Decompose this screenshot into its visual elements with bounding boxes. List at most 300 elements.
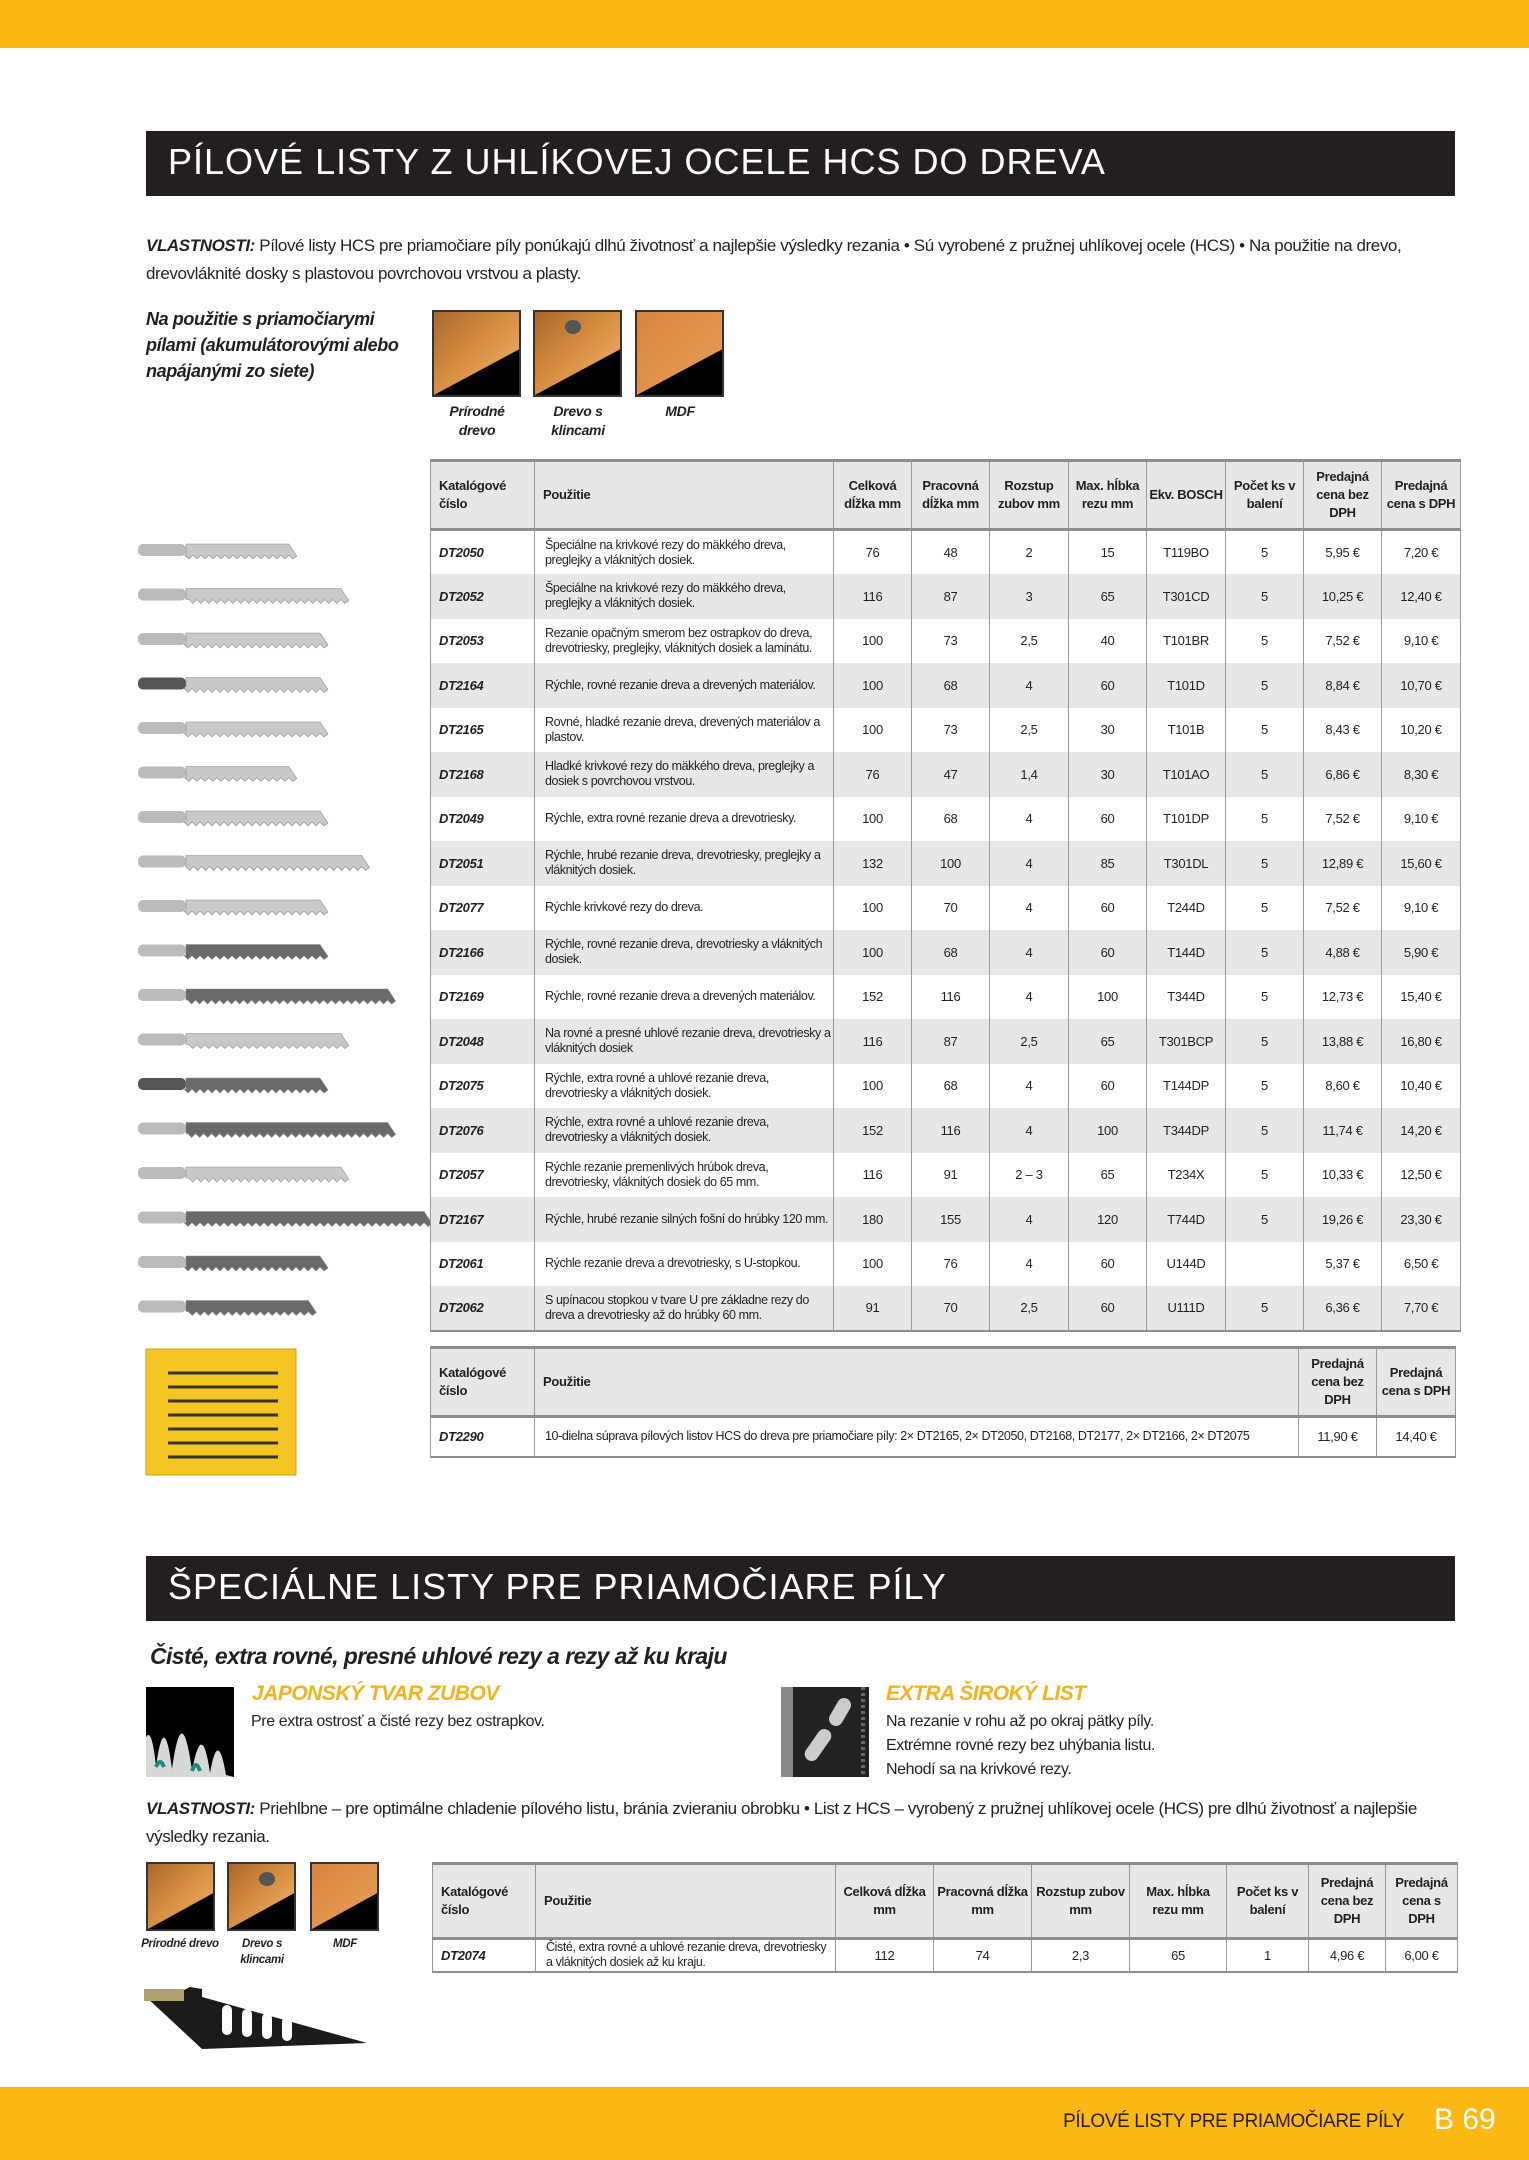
usage-description: Špeciálne na krivkové rezy do mäkkého dreva, preglejky a vláknitých dosiek. — [535, 530, 834, 575]
blade-shank — [138, 1078, 186, 1090]
cell-value: U111D — [1147, 1286, 1226, 1331]
column-header: Predajná cena s DPH — [1386, 1864, 1458, 1939]
cell-value: 85 — [1069, 841, 1147, 886]
blade-images — [138, 528, 430, 1330]
cell-value: 5 — [1226, 752, 1304, 797]
blade-body — [184, 811, 328, 826]
natural-wood-image — [146, 1862, 215, 1931]
cell-value: 2,5 — [990, 619, 1069, 664]
blade-body — [186, 989, 396, 1004]
cell-value: 4 — [990, 797, 1069, 842]
saw-blade-icon — [138, 722, 328, 737]
cell-value: 4 — [990, 1242, 1069, 1287]
table-row — [431, 886, 1461, 931]
cell-value: 91 — [834, 1286, 912, 1331]
properties-body: Priehlbne – pre optimálne chladenie pílového listu, bránia zvieraniu obrobku • List z HCS – vyrobený z pružnej uhlíkovej ocele (HCS) pre dlhú životnosť a najlepšie výsledky rezania. — [146, 1799, 1417, 1846]
saw-blade-icon — [138, 1167, 349, 1182]
saw-blade-icon — [138, 678, 328, 693]
cell-value: 7,20 € — [1382, 530, 1461, 575]
catalog-number: DT2076 — [431, 1108, 535, 1153]
column-header: Predajná cena s DPH — [1382, 461, 1461, 530]
saw-blade-icon — [138, 1078, 328, 1093]
blade-shank — [138, 1034, 186, 1046]
saw-blade-icon — [138, 1301, 316, 1316]
cell-value: 4,96 € — [1309, 1939, 1386, 1972]
cell-value: 60 — [1069, 1286, 1147, 1331]
cell-value: 152 — [834, 1108, 912, 1153]
catalog-number: DT2053 — [431, 619, 535, 664]
table-row — [431, 975, 1461, 1020]
cell-value: 4 — [990, 886, 1069, 931]
saw-blade-icon — [138, 1256, 328, 1271]
blade-shank — [138, 544, 186, 556]
cell-value: 155 — [912, 1197, 990, 1242]
column-header: Katalógové číslo — [431, 1347, 535, 1416]
cell-value: 10,40 € — [1382, 1064, 1461, 1109]
page-number: B 69 — [1434, 2103, 1496, 2136]
cell-value: T234X — [1147, 1153, 1226, 1198]
cell-value: 68 — [912, 663, 990, 708]
cell-value: 4 — [990, 930, 1069, 975]
catalog-number: DT2052 — [431, 574, 535, 619]
material-label: Prírodné drevo — [141, 1938, 219, 1950]
column-header: Katalógové číslo — [431, 461, 535, 530]
column-header: Predajná cena s DPH — [1377, 1347, 1456, 1416]
cell-value: 76 — [834, 752, 912, 797]
usage-description: Rýchle, rovné rezanie dreva a drevených materiálov. — [535, 663, 834, 708]
saw-blade-icon — [138, 856, 370, 871]
catalog-number: DT2167 — [431, 1197, 535, 1242]
usage-description: Rýchle krivkové rezy do dreva. — [535, 886, 834, 931]
cell-value: 5 — [1226, 975, 1304, 1020]
table-stack — [430, 459, 1455, 1458]
feature-heading: JAPONSKÝ TVAR ZUBOV — [252, 1682, 499, 1705]
cell-value: 70 — [912, 1286, 990, 1331]
feature-text: Pre extra ostrosť a čisté rezy bez ostrapkov. — [251, 1713, 545, 1730]
footer-bar — [0, 2087, 1529, 2160]
cell-value: 14,20 € — [1382, 1108, 1461, 1153]
catalog-number: DT2049 — [431, 797, 535, 842]
usage-description: Rýchle, extra rovné a uhlové rezanie dreva, drevotriesky a vláknitých dosiek. — [535, 1064, 834, 1109]
properties-text — [146, 232, 1461, 288]
wide-blade-image — [781, 1687, 869, 1777]
cell-value: 5 — [1226, 841, 1304, 886]
cell-value: 5 — [1226, 1197, 1304, 1242]
cell-value: 116 — [834, 1019, 912, 1064]
cell-value: 5 — [1226, 574, 1304, 619]
cell-value — [1226, 1242, 1304, 1287]
saw-blade-icon — [138, 633, 328, 648]
cell-value: 60 — [1069, 663, 1147, 708]
saw-blade-icon — [138, 767, 297, 782]
cell-value: 14,40 € — [1377, 1416, 1456, 1457]
cell-value: 100 — [834, 708, 912, 753]
cell-value: 2,5 — [990, 1019, 1069, 1064]
catalog-number: DT2075 — [431, 1064, 535, 1109]
cell-value: 60 — [1069, 886, 1147, 931]
table-row — [431, 1286, 1461, 1331]
material-label: MDF — [665, 403, 695, 419]
catalog-number: DT2050 — [431, 530, 535, 575]
blade-shank — [138, 989, 186, 1001]
cell-value: 47 — [912, 752, 990, 797]
blade-body — [186, 1301, 316, 1316]
section-subtitle: Čisté, extra rovné, presné uhlové rezy a rezy až ku kraju — [150, 1643, 727, 1669]
table-row — [431, 574, 1461, 619]
blade-body — [184, 1212, 430, 1227]
usage-description: Rýchle, rovné rezanie dreva, drevotriesky a vláknitých dosiek. — [535, 930, 834, 975]
saw-blade-icon — [138, 589, 349, 604]
cell-value: 65 — [1069, 574, 1147, 619]
cell-value: T344D — [1147, 975, 1226, 1020]
catalog-number: DT2164 — [431, 663, 535, 708]
cell-value: 73 — [912, 619, 990, 664]
blade-shank — [138, 1301, 186, 1313]
catalog-number: DT2057 — [431, 1153, 535, 1198]
blade-body — [184, 678, 328, 693]
cell-value: 7,52 € — [1304, 619, 1382, 664]
cell-value: 9,10 € — [1382, 619, 1461, 664]
blade-body — [184, 945, 328, 960]
cell-value: 5 — [1226, 1286, 1304, 1331]
cell-value: 8,84 € — [1304, 663, 1382, 708]
cell-value: 9,10 € — [1382, 797, 1461, 842]
column-header: Ekv. BOSCH — [1147, 461, 1226, 530]
usage-description: Rýchle, hrubé rezanie dreva, drevotriesky, preglejky a vláknitých dosiek. — [535, 841, 834, 886]
blade-shank — [138, 945, 186, 957]
cell-value: 23,30 € — [1382, 1197, 1461, 1242]
catalog-number: DT2062 — [431, 1286, 535, 1331]
cell-value: 5 — [1226, 886, 1304, 931]
cell-value: 1 — [1227, 1939, 1309, 1972]
mdf-image — [310, 1862, 379, 1931]
column-header: Použitie — [536, 1864, 836, 1939]
cell-value: 48 — [912, 530, 990, 575]
cell-value: 12,40 € — [1382, 574, 1461, 619]
cell-value: 4 — [990, 841, 1069, 886]
usage-description: Čisté, extra rovné a uhlové rezanie dreva, drevotriesky a vláknitých dosiek až ku kraju. — [536, 1939, 836, 1972]
cell-value: T119BO — [1147, 530, 1226, 575]
cell-value: 4 — [990, 663, 1069, 708]
cell-value: 5 — [1226, 930, 1304, 975]
usage-note: Na použitie s priamočiarymi pílami (akumulátorovými alebo napájanými zo siete) — [146, 309, 399, 381]
blade-shank — [138, 1123, 186, 1135]
cell-value: 6,00 € — [1386, 1939, 1458, 1972]
cell-value: T101B — [1147, 708, 1226, 753]
table-row — [431, 1064, 1461, 1109]
saw-blade-icon — [138, 1034, 349, 1049]
cell-value: 60 — [1069, 1242, 1147, 1287]
cell-value: 8,43 € — [1304, 708, 1382, 753]
footer-section-name: PÍLOVÉ LISTY PRE PRIAMOČIARE PÍLY — [1063, 2111, 1404, 2132]
cell-value: 10,33 € — [1304, 1153, 1382, 1198]
table-row — [431, 1108, 1461, 1153]
blade-body — [186, 1123, 396, 1138]
table-row — [431, 797, 1461, 842]
section-title: ŠPECIÁLNE LISTY PRE PRIAMOČIARE PÍLY — [146, 1556, 1455, 1621]
properties-body: Pílové listy HCS pre priamočiare píly ponúkajú dlhú životnosť a najlepšie výsledky rezania • Sú vyrobené z pružnej uhlíkovej ocele (HCS) • Na použitie na drevo, drevovláknité dosky s plastovou povrchovou vrstvou a plasty. — [146, 236, 1402, 283]
cell-value: 3 — [990, 574, 1069, 619]
cell-value: 19,26 € — [1304, 1197, 1382, 1242]
catalog-number: DT2074 — [433, 1939, 536, 1972]
column-header: Max. hĺbka rezu mm — [1130, 1864, 1227, 1939]
cell-value: 8,60 € — [1304, 1064, 1382, 1109]
cell-value: 12,89 € — [1304, 841, 1382, 886]
cell-value: 87 — [912, 1019, 990, 1064]
usage-description: Rýchle, extra rovné a uhlové rezanie dreva, drevotriesky a vláknitých dosiek. — [535, 1108, 834, 1153]
table-row — [431, 1416, 1456, 1457]
cell-value: 5 — [1226, 663, 1304, 708]
usage-description: Rýchle, hrubé rezanie silných fošní do hrúbky 120 mm. — [535, 1197, 834, 1242]
table-row — [431, 708, 1461, 753]
cell-value: 100 — [834, 1242, 912, 1287]
cell-value: 112 — [836, 1939, 934, 1972]
cell-value: 30 — [1069, 708, 1147, 753]
column-header: Pracovná dĺžka mm — [912, 461, 990, 530]
cell-value: 5 — [1226, 1153, 1304, 1198]
blade-body — [184, 1078, 328, 1093]
cell-value: T101DP — [1147, 797, 1226, 842]
cell-value: 2,5 — [990, 708, 1069, 753]
column-header: Použitie — [535, 461, 834, 530]
cell-value: 12,73 € — [1304, 975, 1382, 1020]
column-header: Celková dĺžka mm — [834, 461, 912, 530]
blade-shank — [138, 678, 186, 690]
cell-value: 100 — [834, 619, 912, 664]
cell-value: 5,90 € — [1382, 930, 1461, 975]
blade-spec-table — [430, 459, 1461, 1332]
cell-value: 11,74 € — [1304, 1108, 1382, 1153]
column-header: Predajná cena bez DPH — [1299, 1347, 1377, 1416]
cell-value: T301BCP — [1147, 1019, 1226, 1064]
natural-wood-image — [432, 310, 521, 397]
cell-value: 2,5 — [990, 1286, 1069, 1331]
cell-value: T301DL — [1147, 841, 1226, 886]
cell-value: T344DP — [1147, 1108, 1226, 1153]
table-row — [431, 663, 1461, 708]
catalog-number: DT2169 — [431, 975, 535, 1020]
usage-description: Na rovné a presné uhlové rezanie dreva, drevotriesky a vláknitých dosiek — [535, 1019, 834, 1064]
blade-body — [184, 1256, 328, 1271]
cell-value: 116 — [912, 1108, 990, 1153]
blade-shank — [138, 1256, 186, 1268]
catalog-number: DT2048 — [431, 1019, 535, 1064]
top-brand-bar — [0, 0, 1529, 48]
table-row — [431, 752, 1461, 797]
column-header: Max. hĺbka rezu mm — [1069, 461, 1147, 530]
properties-label: VLASTNOSTI: — [146, 236, 255, 255]
column-header: Katalógové číslo — [433, 1864, 536, 1939]
catalog-number: DT2166 — [431, 930, 535, 975]
japanese-teeth-image — [146, 1687, 234, 1777]
blade-set-package-image — [138, 1343, 304, 1481]
blade-body — [185, 544, 297, 559]
table-row — [431, 930, 1461, 975]
saw-blade-icon — [138, 945, 328, 960]
cell-value: U144D — [1147, 1242, 1226, 1287]
cell-value: 152 — [834, 975, 912, 1020]
cell-value: 116 — [834, 1153, 912, 1198]
properties-label: VLASTNOSTI: — [146, 1799, 255, 1818]
cell-value: 65 — [1069, 1019, 1147, 1064]
usage-description: Rýchle, rovné rezanie dreva a drevených materiálov. — [535, 975, 834, 1020]
cell-value: 4,88 € — [1304, 930, 1382, 975]
table-row — [431, 530, 1461, 575]
blade-shank — [138, 722, 186, 734]
cell-value: 132 — [834, 841, 912, 886]
cell-value: 7,70 € — [1382, 1286, 1461, 1331]
cell-value: 4 — [990, 1197, 1069, 1242]
usage-description: Rovné, hladké rezanie dreva, drevených materiálov a plastov. — [535, 708, 834, 753]
cell-value: 30 — [1069, 752, 1147, 797]
usage-description: Rýchle rezanie premenlivých hrúbok dreva, drevotriesky, vláknitých dosiek do 65 mm. — [535, 1153, 834, 1198]
cell-value: 60 — [1069, 930, 1147, 975]
catalog-number: DT2168 — [431, 752, 535, 797]
cell-value: 5 — [1226, 1108, 1304, 1153]
cell-value: 60 — [1069, 797, 1147, 842]
cell-value: 2 — [990, 530, 1069, 575]
cell-value: 13,88 € — [1304, 1019, 1382, 1064]
table-row — [431, 1019, 1461, 1064]
wood-with-nails-image — [533, 310, 622, 397]
blade-shank — [138, 811, 186, 823]
cell-value: 87 — [912, 574, 990, 619]
blade-shank — [138, 900, 186, 912]
cell-value: 70 — [912, 886, 990, 931]
cell-value: 65 — [1069, 1153, 1147, 1198]
column-header: Pracovná dĺžka mm — [934, 1864, 1032, 1939]
usage-description: Špeciálne na krivkové rezy do mäkkého dreva, preglejky a vláknitých dosiek. — [535, 574, 834, 619]
cell-value: 76 — [834, 530, 912, 575]
saw-blade-icon — [138, 989, 396, 1004]
column-header: Počet ks v balení — [1226, 461, 1304, 530]
cell-value: 73 — [912, 708, 990, 753]
cell-value: 100 — [834, 663, 912, 708]
table-row — [431, 1242, 1461, 1287]
cell-value: 60 — [1069, 1064, 1147, 1109]
cell-value: 2 – 3 — [990, 1153, 1069, 1198]
feature-text: Nehodí sa na krivkové rezy. — [886, 1761, 1072, 1778]
blade-set-table — [430, 1346, 1456, 1459]
blade-shank — [138, 767, 186, 779]
cell-value: 16,80 € — [1382, 1019, 1461, 1064]
cell-value: 6,36 € — [1304, 1286, 1382, 1331]
saw-blade-icon — [138, 1123, 396, 1138]
cell-value: 74 — [934, 1939, 1032, 1972]
cell-value: 40 — [1069, 619, 1147, 664]
usage-description: 10-dielna súprava pílových listov HCS do dreva pre priamočiare píly: 2× DT2165, 2× DT2050, DT2168, DT2177, 2× DT2166, 2× DT2075 — [535, 1416, 1299, 1457]
cell-value: 15,40 € — [1382, 975, 1461, 1020]
cell-value: 116 — [912, 975, 990, 1020]
cell-value: T244D — [1147, 886, 1226, 931]
cell-value: 100 — [834, 930, 912, 975]
usage-description: S upínacou stopkou v tvare U pre základne rezy do dreva a drevotriesky až do hrúbky 60 mm. — [535, 1286, 834, 1331]
cell-value: 68 — [912, 797, 990, 842]
cell-value: 6,86 € — [1304, 752, 1382, 797]
cell-value: 5 — [1226, 797, 1304, 842]
cell-value: 9,10 € — [1382, 886, 1461, 931]
dt2074-blade-image — [142, 1983, 374, 2053]
column-header: Predajná cena bez DPH — [1304, 461, 1382, 530]
blade-body — [186, 1167, 349, 1182]
cell-value: 180 — [834, 1197, 912, 1242]
cell-value: 5 — [1226, 530, 1304, 575]
cell-value: 100 — [1069, 1108, 1147, 1153]
feature-text: Extrémne rovné rezy bez uhýbania listu. — [886, 1737, 1155, 1754]
material-label: Prírodné drevo — [449, 403, 505, 438]
cell-value: 7,52 € — [1304, 797, 1382, 842]
cell-value: 4 — [990, 1108, 1069, 1153]
column-header: Počet ks v balení — [1227, 1864, 1309, 1939]
feature-text: Na rezanie v rohu až po okraj pätky píly. — [886, 1713, 1154, 1730]
catalog-number: DT2077 — [431, 886, 535, 931]
blade-body — [184, 633, 328, 648]
saw-blade-icon — [138, 900, 328, 915]
cell-value: T101AO — [1147, 752, 1226, 797]
cell-value: 7,52 € — [1304, 886, 1382, 931]
cell-value: 5 — [1226, 1064, 1304, 1109]
cell-value: T101D — [1147, 663, 1226, 708]
cell-value: 6,50 € — [1382, 1242, 1461, 1287]
catalog-number: DT2290 — [431, 1416, 535, 1457]
blade-body — [186, 856, 370, 871]
saw-blade-icon — [138, 1212, 430, 1227]
blade-body — [186, 1034, 349, 1049]
usage-description: Rýchle rezanie dreva a drevotriesky, s U-stopkou. — [535, 1242, 834, 1287]
column-header: Rozstup zubov mm — [1032, 1864, 1130, 1939]
cell-value: 100 — [912, 841, 990, 886]
cell-value: 4 — [990, 1064, 1069, 1109]
usage-description: Rezanie opačným smerom bez ostrapkov do dreva, drevotriesky, preglejky, vláknitých dosiek a laminátu. — [535, 619, 834, 664]
cell-value: 8,30 € — [1382, 752, 1461, 797]
column-header: Použitie — [535, 1347, 1299, 1416]
cell-value: 65 — [1130, 1939, 1227, 1972]
cell-value: 5 — [1226, 1019, 1304, 1064]
feature-heading: EXTRA ŠIROKÝ LIST — [886, 1682, 1086, 1705]
material-label: MDF — [332, 1938, 357, 1950]
cell-value: T144D — [1147, 930, 1226, 975]
cell-value: 1,4 — [990, 752, 1069, 797]
special-blade-spec-table — [432, 1862, 1458, 1973]
usage-description: Rýchle, extra rovné rezanie dreva a drevotriesky. — [535, 797, 834, 842]
catalog-number: DT2051 — [431, 841, 535, 886]
cell-value: 5 — [1226, 708, 1304, 753]
blade-shank — [138, 856, 186, 868]
table-row — [431, 1153, 1461, 1198]
cell-value: 15,60 € — [1382, 841, 1461, 886]
blade-body — [185, 767, 297, 782]
cell-value: 100 — [834, 886, 912, 931]
column-header: Celková dĺžka mm — [836, 1864, 934, 1939]
cell-value: T101BR — [1147, 619, 1226, 664]
catalog-number: DT2165 — [431, 708, 535, 753]
cell-value: 4 — [990, 975, 1069, 1020]
catalog-number: DT2061 — [431, 1242, 535, 1287]
cell-value: 68 — [912, 930, 990, 975]
blade-shank — [138, 1212, 186, 1224]
table-row — [431, 619, 1461, 664]
saw-blade-icon — [138, 544, 297, 559]
cell-value: 100 — [834, 797, 912, 842]
blade-shank — [138, 589, 186, 601]
saw-blade-icon — [138, 811, 328, 826]
cell-value: 15 — [1069, 530, 1147, 575]
column-header: Predajná cena bez DPH — [1309, 1864, 1386, 1939]
section-title: PÍLOVÉ LISTY Z UHLÍKOVEJ OCELE HCS DO DREVA — [146, 131, 1455, 196]
cell-value: 91 — [912, 1153, 990, 1198]
blade-body — [186, 589, 349, 604]
cell-value: 10,20 € — [1382, 708, 1461, 753]
